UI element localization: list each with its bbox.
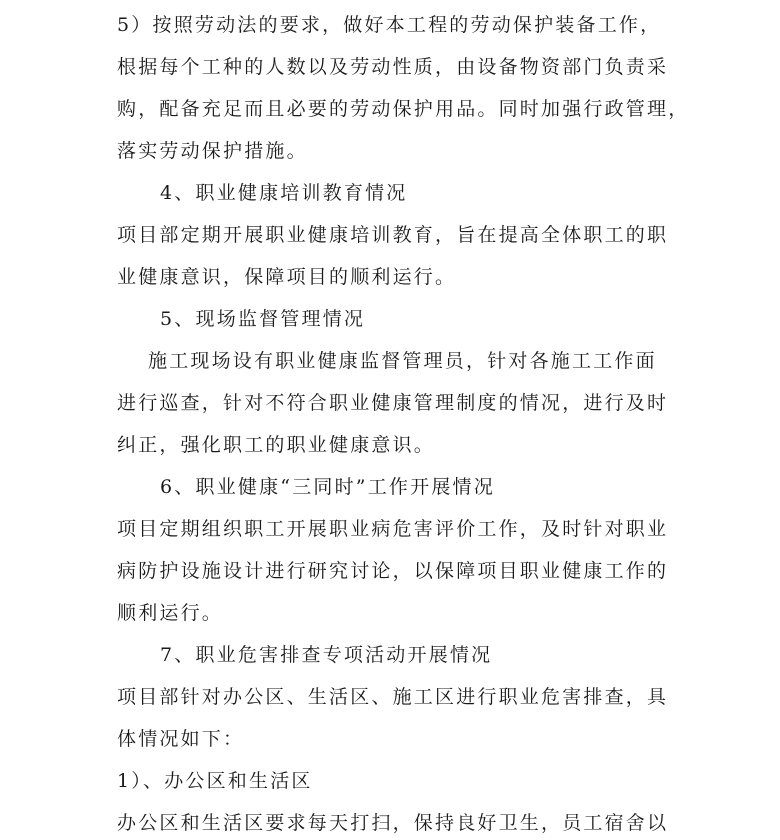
paragraph-line: 顺利运行。 <box>117 602 224 624</box>
section-heading: 5、现场监督管理情况 <box>160 308 366 330</box>
paragraph-line: 纠正，强化职工的职业健康意识。 <box>117 434 436 456</box>
section-heading: 7、职业危害排查专项活动开展情况 <box>160 644 493 666</box>
paragraph-line: 项目部针对办公区、生活区、施工区进行职业危害排查，具 <box>117 686 669 708</box>
paragraph-line: 体情况如下： <box>117 728 245 750</box>
paragraph-line: 施工现场设有职业健康监督管理员，针对各施工工作面 <box>148 350 657 372</box>
section-heading: 6、职业健康“三同时”工作开展情况 <box>160 476 495 498</box>
paragraph-line: 项目部定期开展职业健康培训教育，旨在提高全体职工的职 <box>117 224 669 246</box>
section-heading: 4、职业健康培训教育情况 <box>160 182 408 204</box>
paragraph-line: 落实劳动保护措施。 <box>117 140 308 162</box>
paragraph-line: 购，配备充足而且必要的劳动保护用品。同时加强行政管理， <box>117 98 690 120</box>
paragraph-line: 业健康意识，保障项目的顺利运行。 <box>117 266 457 288</box>
subsection-heading: 1）、办公区和生活区 <box>117 770 313 792</box>
paragraph-line: 病防护设施设计进行研究讨论，以保障项目职业健康工作的 <box>117 560 669 582</box>
paragraph-line: 办公区和生活区要求每天打扫，保持良好卫生，员工宿舍以 <box>117 812 669 834</box>
paragraph-line: 进行巡查，针对不符合职业健康管理制度的情况，进行及时 <box>117 392 669 414</box>
paragraph-line: 根据每个工种的人数以及劳动性质，由设备物资部门负责采 <box>117 56 669 78</box>
paragraph-line: 项目定期组织职工开展职业病危害评价工作，及时针对职业 <box>117 518 669 540</box>
paragraph-line: 5）按照劳动法的要求，做好本工程的劳动保护装备工作， <box>117 14 662 36</box>
